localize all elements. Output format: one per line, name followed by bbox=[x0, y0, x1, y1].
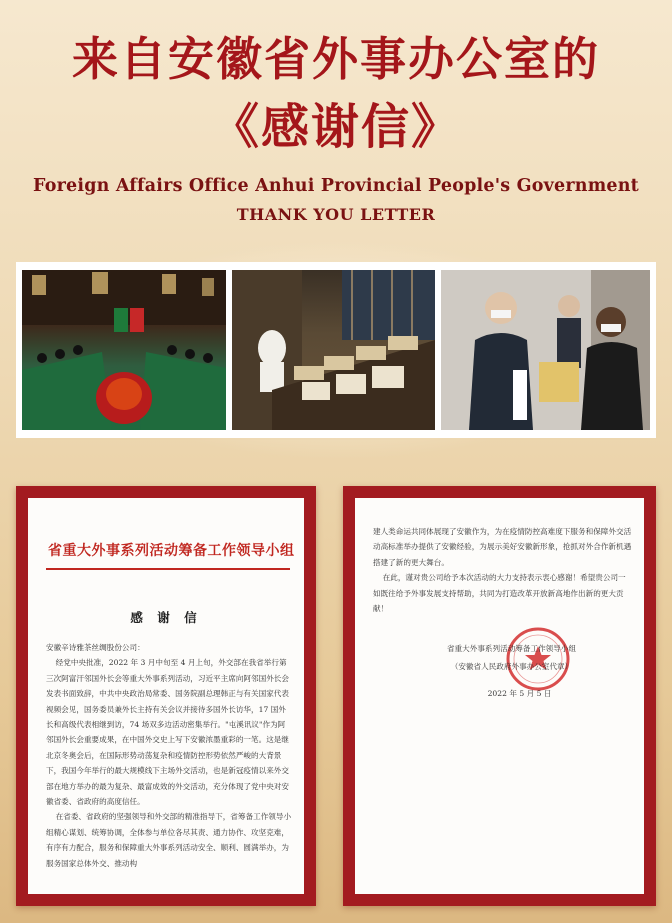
letter-body: 安徽辛诗雅茶丝绸股份公司： 经党中央批准，2022 年 3 月中旬至 4 月上旬，外交部在我省举行第三次阿富汗邻国外长会等重大外事系列活动，习近平主席向阿邻国外长会发表书面致辞，中共中央政治局常委、国务院副总理韩正与有关国家代表视频会见，国务委员兼外长主持有关会议并接待多国外长访华，17 国外长和高级代表相继到访，74 场双多边活动密集举行。"屯溪讯议"作为阿邻国外长会重要成果，在中国外交史上写下安徽浓墨重彩的一笔。这是继北京冬奥会后，在国际形势动荡复杂和疫情防控形势依然严峻的大背景下，我国今年举行的最大规模线下主场外交活动，也是新冠疫情以来外交部在地方举办的最为复杂、最富成效的外交活动，充分体现了党中央对安徽省委、省政府的高度信任。 在省委、省政府的坚强领导和外交部的精准指导下，省筹备工作领导小组精心谋划、统筹协调，全体参与单位各尽其责、通力协作、攻坚克难，有序有力配合，服务和保障重大外事系列活动安全、顺利、圆满举办，为服务国家总体外交、推动构 bbox=[46, 643, 292, 868]
letter-org-header: 省重大外事系列活动筹备工作领导小组 bbox=[48, 543, 295, 559]
page-title-letter: 《感谢信》 bbox=[210, 99, 461, 155]
signature-date: 2022 年 5 月 5 日 bbox=[487, 689, 552, 698]
letter-body-continued: 建人类命运共同体展现了安徽作为，为在疫情防控高难度下服务和保障外交活动高标准举办提供了安徽经验，为展示美好安徽新形象，抢抓对外合作新机遇搭建了新的更大舞台。 在此，谨对贵公司给予本次活动的大力支持表示衷心感谢！希望贵公司一如既往给予外事发展支持帮助，共同为打造改革开放新高地作出新的更大贡献！ bbox=[373, 527, 632, 614]
letter-page-2 bbox=[343, 486, 656, 906]
letter-paper bbox=[355, 498, 644, 894]
tea-gift-display-photo bbox=[232, 270, 435, 430]
page-title: 来自安徽省外事办公室的 bbox=[72, 32, 600, 86]
signature-org: 省重大外事系列活动筹备工作领导小组 bbox=[446, 644, 577, 653]
letter-paper bbox=[28, 498, 304, 894]
letter-title: 感 谢 信 bbox=[130, 610, 202, 625]
red-official-seal bbox=[505, 626, 571, 692]
letter-page-1 bbox=[16, 486, 316, 906]
signature-sub: （安徽省人民政府外事办公室代章） bbox=[450, 662, 573, 671]
gift-handover-photo bbox=[441, 270, 650, 430]
english-subtitle: Foreign Affairs Office Anhui Provincial People's Government bbox=[33, 176, 639, 196]
red-divider bbox=[46, 568, 290, 570]
english-subtitle-letter: THANK YOU LETTER bbox=[236, 205, 436, 224]
meeting-room-photo bbox=[22, 270, 226, 430]
photo-strip bbox=[16, 262, 656, 438]
